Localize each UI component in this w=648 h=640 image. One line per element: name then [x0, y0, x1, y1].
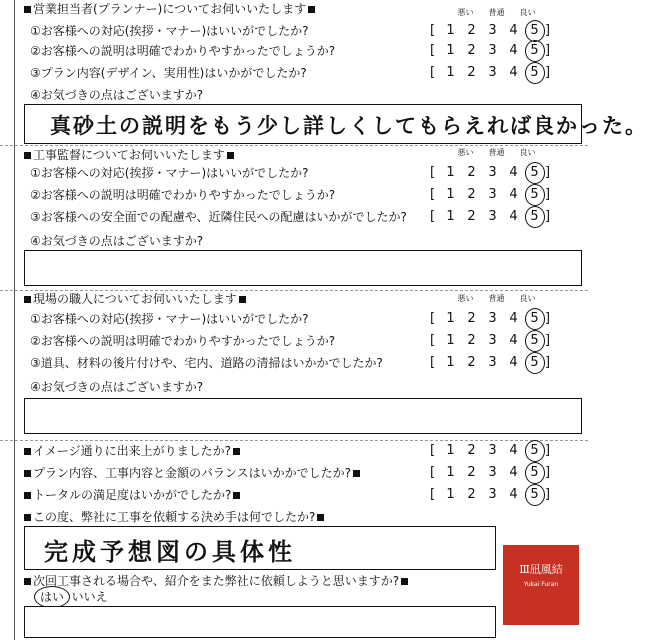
s2-q1-scale[interactable]: [ 1 2 3 4 5 ]: [430, 165, 551, 180]
s3-comment-q: ④お気づきの点はございますか?: [30, 380, 204, 394]
s1-q3-scale[interactable]: [ 1 2 3 4 5 ]: [430, 65, 551, 80]
selected-circle: 5: [524, 166, 545, 180]
selected-circle: 5: [524, 24, 545, 38]
selected-circle: 5: [524, 66, 545, 80]
yes-option[interactable]: はい: [40, 590, 65, 604]
s1-q1-scale[interactable]: [ 1 2 3 4 5 ]: [430, 23, 551, 38]
selected-circle: 5: [524, 488, 545, 502]
s2-q2: ②お客様への説明は明確でわかりやすかったでしょうか?: [30, 188, 336, 202]
selected-circle: 5: [524, 356, 545, 370]
overall-q1-scale[interactable]: [ 1 2 3 4 5 ]: [430, 443, 551, 458]
next-answer: [40, 590, 108, 604]
overall-q2-scale[interactable]: [ 1 2 3 4 5 ]: [430, 465, 551, 480]
section3-title: 現場の職人についてお伺いいたします: [22, 292, 248, 306]
section1-title: 営業担当者(プランナー)についてお伺いいたします: [22, 2, 317, 16]
section2-title: 工事監督についてお伺いいたします: [22, 148, 236, 162]
overall-q1: イメージ通りに出来上がりましたか?: [22, 444, 242, 458]
scale-header-3: 悪い 普通 良い: [457, 294, 536, 303]
selected-circle: 5: [524, 444, 545, 458]
s3-q3-scale[interactable]: [ 1 2 3 4 5 ]: [430, 355, 551, 370]
s3-q2: ②お客様への説明は明確でわかりやすかったでしょうか?: [30, 334, 336, 348]
selected-circle: 5: [524, 210, 545, 224]
s3-q2-scale[interactable]: [ 1 2 3 4 5 ]: [430, 333, 551, 348]
company-logo: Ⅲ凪風結 Yukai Furan: [503, 545, 579, 625]
s3-q1-scale[interactable]: [ 1 2 3 4 5 ]: [430, 311, 551, 326]
s2-comment-q: ④お気づきの点はございますか?: [30, 234, 204, 248]
s1-comment-handwriting: 真砂土の説明をもう少し詳しくしてもらえれば良かった。: [50, 113, 648, 138]
s3-comment-box[interactable]: [24, 398, 582, 434]
next-comment-box[interactable]: [24, 606, 496, 638]
s1-q1: ①お客様への対応(挨拶・マナー)はいいがでしたか?: [30, 24, 309, 38]
s2-q1: ①お客様への対応(挨拶・マナー)はいいがでしたか?: [30, 166, 309, 180]
s3-q3: ③道具、材料の後片付けや、宅内、道路の清掃はいかかでしたか?: [30, 356, 383, 370]
divider: [0, 290, 588, 291]
s2-q2-scale[interactable]: [ 1 2 3 4 5 ]: [430, 187, 551, 202]
selected-circle: 5: [524, 188, 545, 202]
s1-comment-q: ④お気づきの点はございますか?: [30, 88, 204, 102]
selected-circle: 5: [524, 466, 545, 480]
s1-q3: ③プラン内容(デザイン、実用性)はいかがでしたか?: [30, 66, 307, 80]
scale-header-2: 悪い 普通 良い: [457, 148, 536, 157]
s2-comment-box[interactable]: [24, 250, 582, 286]
s3-q1: ①お客様への対応(挨拶・マナー)はいいがでしたか?: [30, 312, 309, 326]
s1-q2-scale[interactable]: [ 1 2 3 4 5 ]: [430, 43, 551, 58]
divider: [0, 440, 588, 441]
overall-q3-scale[interactable]: [ 1 2 3 4 5 ]: [430, 487, 551, 502]
s2-q3: ③お客様への安全面での配慮や、近隣住民への配慮はいかがでしたか?: [30, 210, 407, 224]
selected-circle: 5: [524, 44, 545, 58]
s1-q2: ②お客様への説明は明確でわかりやすかったでしょうか?: [30, 44, 336, 58]
decision-handwriting: 完成予想図の具体性: [44, 537, 296, 566]
scale-header-1: 悪い 普通 良い: [457, 8, 536, 17]
next-question: 次回工事される場合や、紹介をまた弊社に依頼しようと思いますか?: [22, 574, 410, 588]
decision-question: この度、弊社に工事を依頼する決め手は何でしたか?: [22, 510, 326, 524]
overall-q2: プラン内容、工事内容と金額のバランスはいかかでしたか?: [22, 466, 362, 480]
page-edge: [0, 0, 15, 640]
s2-q3-scale[interactable]: [ 1 2 3 4 5 ]: [430, 209, 551, 224]
selected-circle: 5: [524, 312, 545, 326]
overall-q3: トータルの満足度はいかがでしたか?: [22, 488, 242, 502]
selected-circle: 5: [524, 334, 545, 348]
divider: [0, 145, 588, 146]
no-option[interactable]: いいえ: [71, 590, 108, 604]
